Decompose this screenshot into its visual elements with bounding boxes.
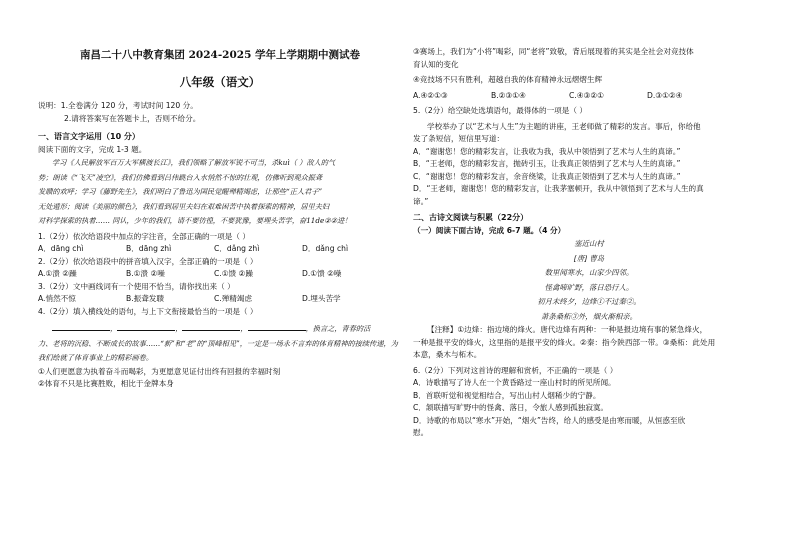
option-a: A.悄然不惊 [38, 294, 76, 303]
passage-line: 学习《人民解放军百万大军横渡长江》，我们领略了解放军锐不可当，杀kuì（ ）敌人的气 [52, 158, 336, 167]
question-4-passage: ， ， ， ，换言之，青春的活 [38, 322, 398, 337]
option-a: A．dāng chì [38, 244, 84, 253]
question-3-options [38, 293, 398, 306]
poem-note: 【注释】①边烽：指边境的烽火。唐代边烽有两种：一种是报边境有事的紧急烽火， [427, 325, 708, 334]
exam-title: 南昌二十八中教育集团 2024-2025 学年上学期期中测试卷 [79, 49, 361, 61]
passage-line: 发聩的欢呼；学习《藤野先生》，我们明白了鲁迅为国民觉醒殚精竭虑，让那些“正人君子” [38, 187, 323, 196]
section-2-heading: 二、古诗文阅读与积累（22分） [413, 213, 529, 222]
poem-line: 萧条桑柘③外，烟火渐相亲。 [540, 311, 638, 321]
question-4-options [413, 90, 765, 103]
question-4: 4.（2分）填入横线处的语句，与上下文衔接最恰当的一项是（ ） [38, 306, 258, 316]
option-c: C.④③②① [569, 90, 604, 100]
poem [413, 237, 765, 324]
option-c: C．“谢谢您！您的精彩发言，余音绕梁，让我真正领悟到了艺术与人生的真谛。” [413, 171, 681, 181]
option-b: B.①溃 ②噪 [126, 269, 165, 278]
section-2-sub: （一）阅读下面古诗，完成 6-7 题。（4 分） [413, 225, 566, 235]
option-d: D.埋头苦学 [302, 294, 341, 303]
poem-line: 怪禽啼旷野，落日恐行人。 [544, 282, 634, 292]
question-2-options [38, 268, 398, 281]
question-6: 6.（2分）下列对这首诗的理解和赏析，不正确的一项是（ ） [413, 365, 618, 375]
option-b: B．“王老师，您的精彩发言，抛砖引玉，让我真正领悟到了艺术与人生的真谛。” [413, 159, 681, 168]
passage-line: 无处遁形；阅读《美丽的颜色》，我们看到居里夫妇在艰难困苦中执着探索的精神，居里夫妇 [38, 201, 330, 211]
instruction-line-2: 2.请将答案写在答题卡上，否则不给分。 [64, 113, 201, 123]
poem-note-cont: 一种是报平安的烽火，这里指的是报平安的烽火。②秦：指今陕西部一带。③桑柘：此处用 [413, 337, 716, 347]
option-a: A．“谢谢您！您的精彩发言，让我收为我，我从中领悟到了艺术与人生的真谛。” [413, 146, 681, 156]
option-c: C．颔联描写旷野中的怪禽、落日，令旅人感到孤独寂寞。 [413, 403, 609, 412]
option-d: D．dǎng chì [302, 244, 349, 253]
poem-note-end: 本意，桑木与柘木。 [413, 350, 482, 359]
option-d: D.③①②④ [647, 90, 683, 100]
choice-1: ①人们更愿意为执着奋斗而喝彩，为更愿意见证付出终有回报的幸福时刻 [38, 366, 281, 376]
choice-3: ③赛场上，我们为“小将”喝彩，同“老将”致敬，背后展现着的其实是全社会对竞技体 [413, 47, 694, 56]
poem-line: 初月未终夕，边烽①不过秦②。 [537, 297, 641, 306]
question-3: 3.（2分）文中画线词有一个使用不恰当，请你找出来（ ） [38, 281, 235, 291]
choice-4: ④竞技场不只有胜利，超越自我的体育精神永远熠熠生辉 [413, 75, 603, 84]
question-4-passage-cont: 力、老将的沉稳、不断成长的故事……“新”和“老”的“顶峰相见”，一定是一场永不言弃的体育精神的接续传递，为我们绘就了体育事业上的精彩画卷。 [38, 338, 398, 362]
option-b: B.振聋发聩 [126, 294, 164, 303]
question-2: 2.（2分）依次给语段中的拼音填入汉字，全部正确的一项是（ ） [38, 256, 258, 266]
left-column [38, 100, 398, 391]
question-5-scenario-cont: 发了条短信，短信里写道： [413, 134, 505, 143]
question-5-scenario: 学校举办了以“艺术与人生”为主题的讲座，王老师做了精彩的发言。事后，你给他 [427, 121, 701, 131]
option-d: D．诗歌的布局以“寒水”开始，“烟火”告终，给人的感受是由寒而暖，从恒惑至欣 [413, 415, 686, 425]
section-1-intro: 阅读下面的文字，完成 1-3 题。 [38, 144, 147, 154]
instruction-line-1: 说明：1.全卷满分 120 分，考试时间 120 分。 [38, 101, 198, 110]
passage-line: 势；朗读《“飞天”凌空》，我们仿佛看到吕伟跳台入水悄然不惊的壮观，仿佛听到观众振聋 [38, 172, 323, 182]
option-d-cont: 谛。” [413, 196, 429, 206]
option-b: B.②③①④ [491, 90, 526, 100]
question-1-options [38, 243, 398, 256]
option-c: C.①馈 ②躁 [214, 269, 253, 278]
option-a: A.④②①③ [413, 90, 448, 100]
poem-author: [唐] 曹岛 [573, 253, 605, 263]
option-d: D．“王老师，谢谢您！您的精彩发言，让我茅塞顿开，我从中领悟到了艺术与人生的真 [413, 184, 704, 193]
question-1: 1.（2分）依次给语段中加点的字注音，全部正确的一项是（ ） [38, 231, 250, 241]
question-5: 5.（2分）给空缺处选填语句，最得体的一项是（ ） [413, 106, 587, 115]
option-d: D.①馈 ②噪 [302, 269, 342, 278]
question-4-passage-end: ，换言之，青春的活 [305, 324, 371, 333]
option-b: B．首联听觉和视觉相结合，写出山村人烟稀少的宁静。 [413, 390, 601, 400]
poem-title: 塞近山村 [574, 239, 604, 248]
right-column [413, 46, 765, 440]
choice-2: ②体育不只是比赛胜败，相比于金牌本身 [38, 379, 174, 388]
option-c: C．dǎng zhì [214, 244, 260, 253]
grade-subject: 八年级（语文） [179, 75, 261, 89]
option-a: A．诗歌描写了诗人在一个黄昏路过一座山村时的所见所闻。 [413, 378, 616, 387]
reading-passage [38, 156, 398, 229]
passage-line: 对科学探索的执着…… 同认，少年的我们，请不要彷徨，不要犹豫，要埋头苦学，奋11de②②进！ [38, 216, 352, 225]
choice-3-cont: 育认知的变化 [413, 59, 459, 69]
poem-line: 数里闻寒水，山家少四邻。 [544, 268, 634, 277]
option-b: B．dāng zhì [126, 244, 172, 253]
option-c: C.殚精竭虑 [214, 294, 253, 303]
section-1-heading: 一、语言文字运用（10 分） [38, 132, 140, 141]
option-a: A.①溃 ②躁 [38, 269, 77, 278]
option-d-cont: 慰。 [413, 428, 429, 437]
